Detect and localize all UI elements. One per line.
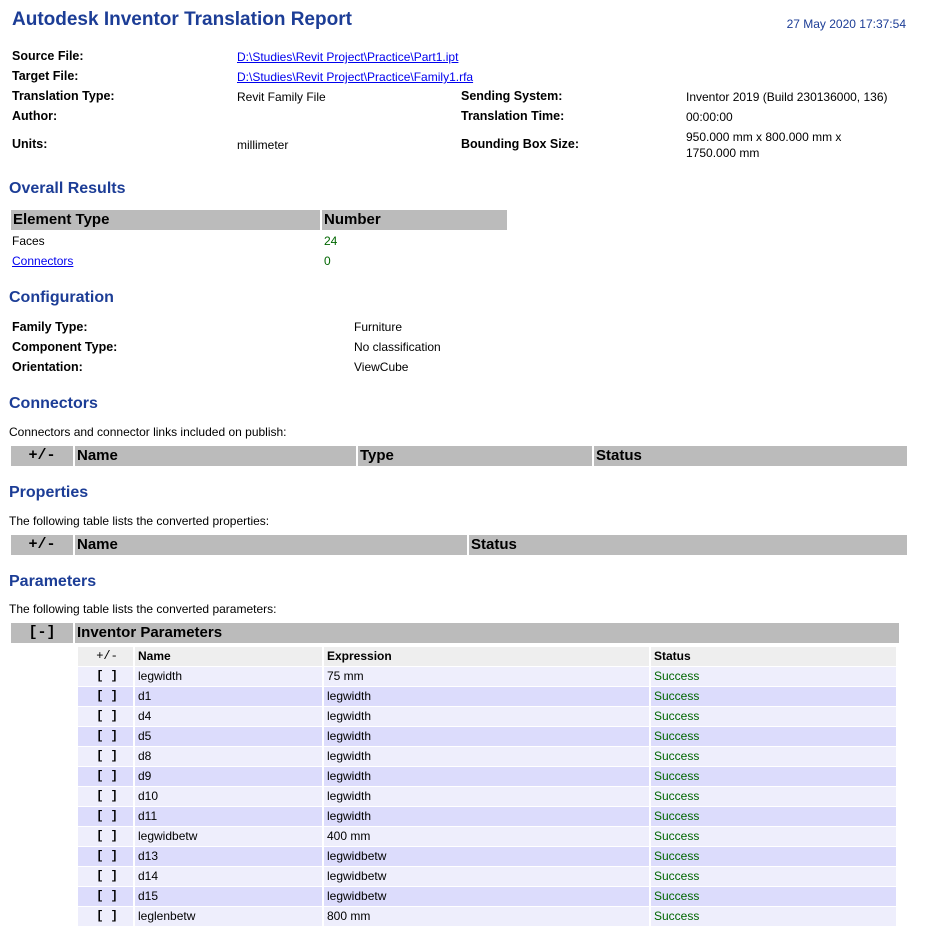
connectors-status-header: Status [594,446,907,466]
faces-label: Faces [12,234,45,248]
bounding-box-value-line1: 950.000 mm x 800.000 mm x [686,130,842,144]
connectors-heading: Connectors [9,395,98,412]
row-toggle[interactable]: [ ] [78,707,133,726]
table-row [78,907,896,927]
parameter-expression: legwidbetw [324,887,649,906]
sending-system-label: Sending System: [461,89,563,103]
parameter-expression: legwidth [324,787,649,806]
report-date: 27 May 2020 17:37:54 [786,17,906,31]
row-toggle[interactable]: [ ] [78,747,133,766]
source-file-label: Source File: [12,49,84,63]
row-toggle[interactable]: [ ] [78,687,133,706]
parameter-expression: legwidth [324,687,649,706]
row-toggle[interactable]: [ ] [78,727,133,746]
inventor-parameters-header: Inventor Parameters [75,623,899,643]
parameter-expression: legwidth [324,707,649,726]
target-file-link[interactable]: D:\Studies\Revit Project\Practice\Family1.rfa [237,70,474,84]
row-toggle[interactable]: [ ] [78,867,133,886]
connectors-count: 0 [324,254,331,268]
parameter-name: d11 [135,807,322,826]
parameter-expression: legwidth [324,807,649,826]
parameter-status: Success [651,727,896,746]
row-toggle[interactable]: [ ] [78,767,133,786]
parameter-status: Success [651,867,896,886]
parameter-name: legwidth [135,667,322,686]
status-header: Status [651,647,896,666]
properties-name-header: Name [75,535,467,555]
expression-header: Expression [324,647,649,666]
parameter-name: d8 [135,747,322,766]
parameter-name: d1 [135,687,322,706]
parameter-name: legwidbetw [135,827,322,846]
parameter-name: d4 [135,707,322,726]
author-label: Author: [12,109,58,123]
table-row [78,827,896,847]
parameter-expression: 400 mm [324,827,649,846]
parameter-name: d13 [135,847,322,866]
parameter-name: d10 [135,787,322,806]
connectors-type-header: Type [358,446,592,466]
table-row [78,787,896,807]
parameters-heading: Parameters [9,573,97,590]
row-toggle[interactable]: [ ] [78,887,133,906]
faces-count: 24 [324,234,338,248]
translation-time-value: 00:00:00 [686,110,733,124]
table-row [78,847,896,867]
source-file-link[interactable]: D:\Studies\Revit Project\Practice\Part1.ipt [237,50,459,64]
family-type-value: Furniture [354,320,403,334]
configuration-heading: Configuration [9,289,114,306]
connectors-toggle-all[interactable]: +/- [11,446,73,466]
parameter-expression: legwidbetw [324,867,649,886]
table-row [78,767,896,787]
parameter-expression: legwidth [324,727,649,746]
parameters-group-collapse[interactable]: [-] [11,623,73,643]
target-file-label: Target File: [12,69,79,83]
parameter-name: d14 [135,867,322,886]
parameters-toggle-all[interactable]: +/- [78,647,133,666]
parameter-status: Success [651,687,896,706]
row-toggle[interactable]: [ ] [78,827,133,846]
translation-type-label: Translation Type: [12,89,115,103]
component-type-label: Component Type: [12,340,118,354]
connectors-link[interactable]: Connectors [12,254,74,268]
table-row [78,727,896,747]
number-header: Number [322,210,507,230]
translation-type-value: Revit Family File [237,90,326,104]
orientation-label: Orientation: [12,360,83,374]
table-row [78,707,896,727]
connectors-name-header: Name [75,446,356,466]
table-row [78,887,896,907]
bounding-box-value-line2: 1750.000 mm [686,146,760,160]
parameter-status: Success [651,907,896,926]
table-row [78,687,896,707]
table-row [78,807,896,827]
bounding-box-label: Bounding Box Size: [461,137,580,151]
sending-system-value: Inventor 2019 (Build 230136000, 136) [686,90,888,104]
parameter-status: Success [651,827,896,846]
properties-status-header: Status [469,535,907,555]
report-title: Autodesk Inventor Translation Report [12,9,352,30]
parameters-header-row [78,647,896,667]
parameter-status: Success [651,787,896,806]
parameters-table [78,647,896,927]
parameter-expression: 75 mm [324,667,649,686]
translation-time-label: Translation Time: [461,109,565,123]
element-type-header: Element Type [11,210,320,230]
parameter-status: Success [651,807,896,826]
parameter-name: leglenbetw [135,907,322,926]
parameter-name: d9 [135,767,322,786]
table-row [78,747,896,767]
row-toggle[interactable]: [ ] [78,847,133,866]
properties-description: The following table lists the converted properties: [9,514,270,528]
orientation-value: ViewCube [354,360,409,374]
connectors-description: Connectors and connector links included on publish: [9,425,287,439]
table-row [78,867,896,887]
parameter-expression: 800 mm [324,907,649,926]
row-toggle[interactable]: [ ] [78,667,133,686]
row-toggle[interactable]: [ ] [78,787,133,806]
row-toggle[interactable]: [ ] [78,807,133,826]
overall-results-heading: Overall Results [9,180,126,197]
parameter-status: Success [651,767,896,786]
table-row [78,667,896,687]
parameter-expression: legwidbetw [324,847,649,866]
family-type-label: Family Type: [12,320,88,334]
parameter-status: Success [651,887,896,906]
parameter-status: Success [651,747,896,766]
units-label: Units: [12,137,48,151]
units-value: millimeter [237,138,289,152]
parameter-status: Success [651,667,896,686]
parameter-status: Success [651,707,896,726]
parameter-name: d5 [135,727,322,746]
properties-toggle-all[interactable]: +/- [11,535,73,555]
parameters-description: The following table lists the converted parameters: [9,602,277,616]
parameter-status: Success [651,847,896,866]
properties-heading: Properties [9,484,89,501]
parameter-expression: legwidth [324,767,649,786]
row-toggle[interactable]: [ ] [78,907,133,926]
name-header: Name [135,647,322,666]
parameter-expression: legwidth [324,747,649,766]
component-type-value: No classification [354,340,441,354]
parameter-name: d15 [135,887,322,906]
